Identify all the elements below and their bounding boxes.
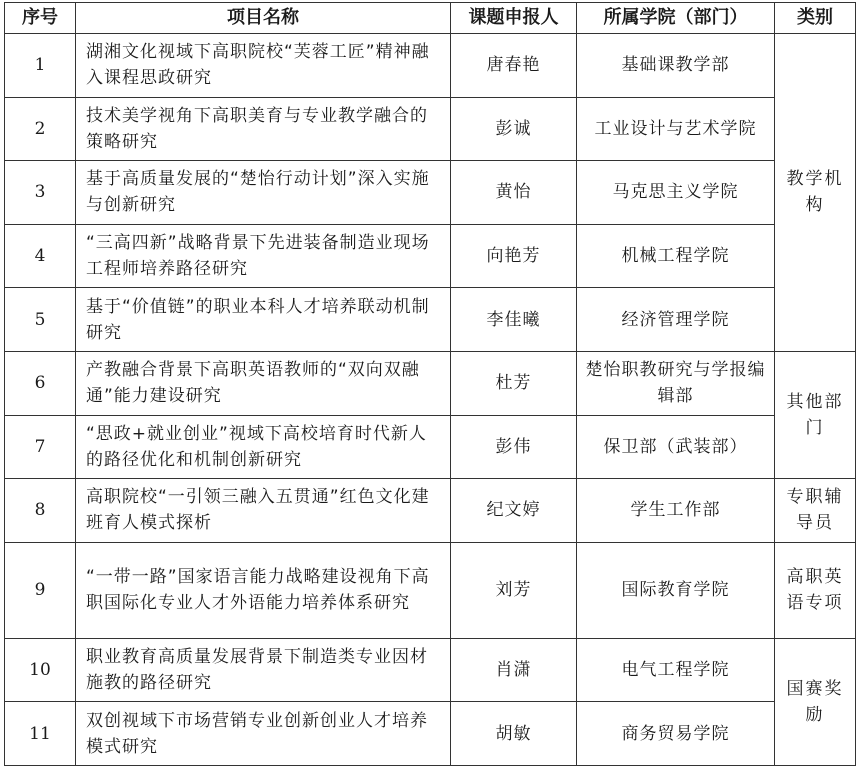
row-title: 基于高质量发展的“楚怡行动计划”深入实施与创新研究 — [76, 161, 451, 225]
table-header-row — [5, 3, 856, 34]
row-title: 产教融合背景下高职英语教师的“双向双融通”能力建设研究 — [76, 351, 451, 415]
table-row — [5, 638, 856, 702]
header-dept: 所属学院（部门） — [577, 3, 775, 34]
row-seq: 3 — [5, 161, 76, 225]
row-seq: 10 — [5, 638, 76, 702]
row-seq: 5 — [5, 288, 76, 352]
row-dept: 保卫部（武装部） — [577, 415, 775, 479]
category-cell: 其他部门 — [775, 351, 856, 478]
row-dept: 马克思主义学院 — [577, 161, 775, 225]
row-dept: 学生工作部 — [577, 479, 775, 543]
row-dept: 工业设计与艺术学院 — [577, 97, 775, 161]
row-dept: 商务贸易学院 — [577, 702, 775, 766]
row-seq: 8 — [5, 479, 76, 543]
row-dept: 机械工程学院 — [577, 224, 775, 288]
table-row — [5, 161, 856, 225]
row-seq: 6 — [5, 351, 76, 415]
row-applicant: 肖潇 — [451, 638, 577, 702]
table-row — [5, 415, 856, 479]
table-row — [5, 97, 856, 161]
project-table — [4, 2, 856, 766]
row-seq: 7 — [5, 415, 76, 479]
row-title: 双创视域下市场营销专业创新创业人才培养模式研究 — [76, 702, 451, 766]
row-applicant: 黄怡 — [451, 161, 577, 225]
row-seq: 2 — [5, 97, 76, 161]
row-dept: 经济管理学院 — [577, 288, 775, 352]
row-title: “三高四新”战略背景下先进装备制造业现场工程师培养路径研究 — [76, 224, 451, 288]
table-row — [5, 351, 856, 415]
row-seq: 4 — [5, 224, 76, 288]
row-title: “一带一路”国家语言能力战略建设视角下高职国际化专业人才外语能力培养体系研究 — [76, 542, 451, 638]
row-applicant: 胡敏 — [451, 702, 577, 766]
row-applicant: 杜芳 — [451, 351, 577, 415]
row-title: 高职院校“一引领三融入五贯通”红色文化建班育人模式探析 — [76, 479, 451, 543]
row-dept: 国际教育学院 — [577, 542, 775, 638]
row-dept: 楚怡职教研究与学报编辑部 — [577, 351, 775, 415]
row-applicant: 李佳曦 — [451, 288, 577, 352]
row-title: 湖湘文化视域下高职院校“芙蓉工匠”精神融入课程思政研究 — [76, 34, 451, 98]
table-row — [5, 224, 856, 288]
table-row — [5, 702, 856, 766]
row-seq: 11 — [5, 702, 76, 766]
table-row — [5, 542, 856, 638]
header-applicant: 课题申报人 — [451, 3, 577, 34]
row-applicant: 刘芳 — [451, 542, 577, 638]
row-dept: 基础课教学部 — [577, 34, 775, 98]
table-row — [5, 34, 856, 98]
table-row — [5, 288, 856, 352]
header-title: 项目名称 — [76, 3, 451, 34]
row-applicant: 唐春艳 — [451, 34, 577, 98]
category-cell: 专职辅导员 — [775, 479, 856, 543]
row-title: “思政+就业创业”视域下高校培育时代新人的路径优化和机制创新研究 — [76, 415, 451, 479]
row-dept: 电气工程学院 — [577, 638, 775, 702]
row-applicant: 纪文婷 — [451, 479, 577, 543]
category-cell: 高职英语专项 — [775, 542, 856, 638]
category-cell: 教学机构 — [775, 34, 856, 352]
row-title: 技术美学视角下高职美育与专业教学融合的策略研究 — [76, 97, 451, 161]
header-seq: 序号 — [5, 3, 76, 34]
row-seq: 1 — [5, 34, 76, 98]
table-row — [5, 479, 856, 543]
category-cell: 国赛奖励 — [775, 638, 856, 765]
row-seq: 9 — [5, 542, 76, 638]
row-applicant: 向艳芳 — [451, 224, 577, 288]
row-applicant: 彭伟 — [451, 415, 577, 479]
row-applicant: 彭诚 — [451, 97, 577, 161]
row-title: 基于“价值链”的职业本科人才培养联动机制研究 — [76, 288, 451, 352]
row-title: 职业教育高质量发展背景下制造类专业因材施教的路径研究 — [76, 638, 451, 702]
header-category: 类别 — [775, 3, 856, 34]
